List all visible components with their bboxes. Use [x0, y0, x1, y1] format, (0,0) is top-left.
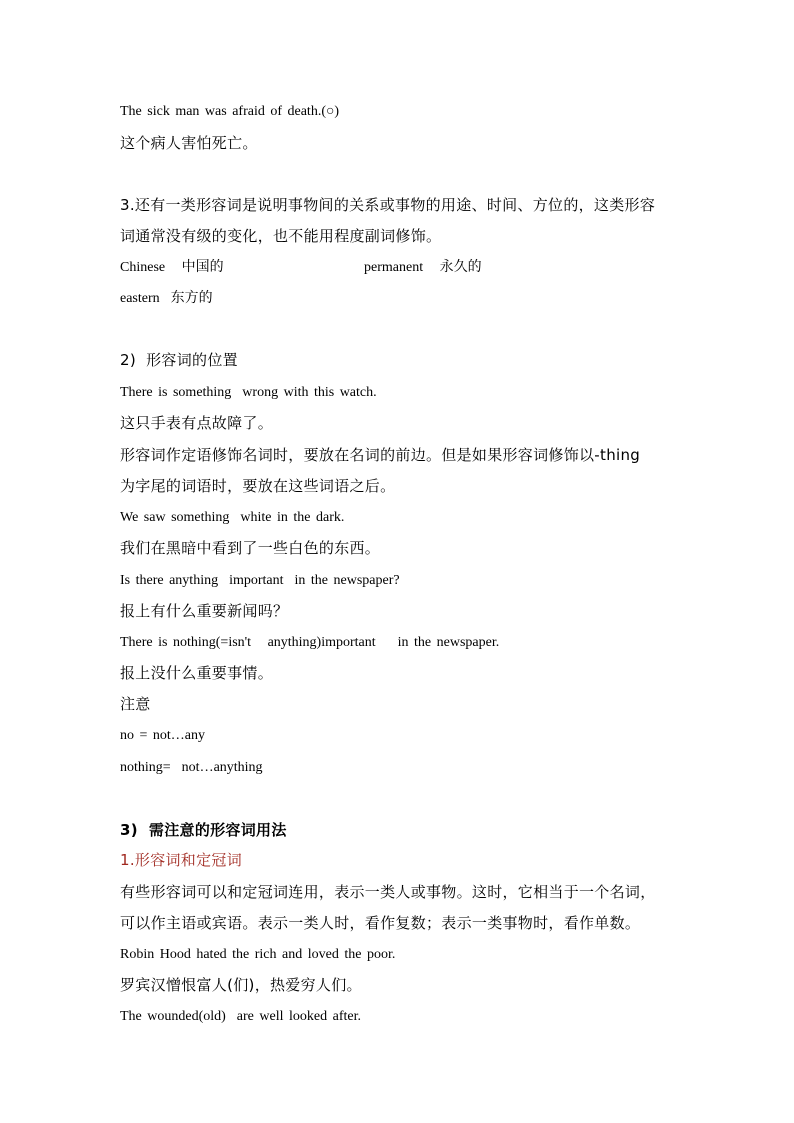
section-heading-usage: 3) 需注意的形容词用法 [120, 821, 287, 839]
vocab-item-permanent: permanent 永久的 [364, 260, 482, 275]
note-label: 注意 [120, 695, 151, 713]
note-formula: nothing= not…anything [120, 760, 263, 775]
example-sentence-cn: 这个病人害怕死亡。 [120, 134, 258, 152]
rule-paragraph-line: 形容词作定语修饰名词时，要放在名词的前边。但是如果形容词修饰以-thing [120, 446, 641, 464]
vocab-row [120, 260, 720, 278]
example-sentence-en: Robin Hood hated the rich and loved the poor. [120, 947, 396, 962]
example-sentence-en: There is something wrong with this watch. [120, 385, 377, 400]
rule-paragraph-line: 有些形容词可以和定冠词连用，表示一类人或事物。这时，它相当于一个名词， [120, 883, 656, 901]
rule-paragraph-line: 可以作主语或宾语。表示一类人时，看作复数；表示一类事物时，看作单数。 [120, 914, 641, 932]
subheading-definite-article: 1.形容词和定冠词 [120, 851, 243, 869]
rule-paragraph-line: 3.还有一类形容词是说明事物间的关系或事物的用途、时间、方位的，这类形容 [120, 196, 656, 214]
note-formula: no = not…any [120, 728, 205, 743]
rule-paragraph-line: 为字尾的词语时，要放在这些词语之后。 [120, 477, 396, 495]
example-sentence-en: Is there anything important in the newspaper? [120, 573, 400, 588]
example-sentence-cn: 这只手表有点故障了。 [120, 414, 274, 432]
example-sentence-en: The sick man was afraid of death.(○) [120, 104, 340, 119]
example-sentence-cn: 报上没什么重要事情。 [120, 664, 274, 682]
example-sentence-cn: 罗宾汉憎恨富人(们)，热爱穷人们。 [120, 976, 362, 994]
vocab-item-eastern: eastern 东方的 [120, 291, 213, 306]
section-heading-position: 2) 形容词的位置 [120, 351, 238, 369]
example-sentence-en: There is nothing(=isn't anything)important in the newspaper. [120, 635, 500, 650]
example-sentence-en: The wounded(old) are well looked after. [120, 1009, 361, 1024]
vocab-item-chinese: Chinese 中国的 [120, 260, 224, 275]
example-sentence-cn: 我们在黑暗中看到了一些白色的东西。 [120, 539, 381, 557]
rule-paragraph-line: 词通常没有级的变化，也不能用程度副词修饰。 [120, 227, 442, 245]
example-sentence-en: We saw something white in the dark. [120, 510, 345, 525]
example-sentence-cn: 报上有什么重要新闻吗？ [120, 602, 289, 620]
